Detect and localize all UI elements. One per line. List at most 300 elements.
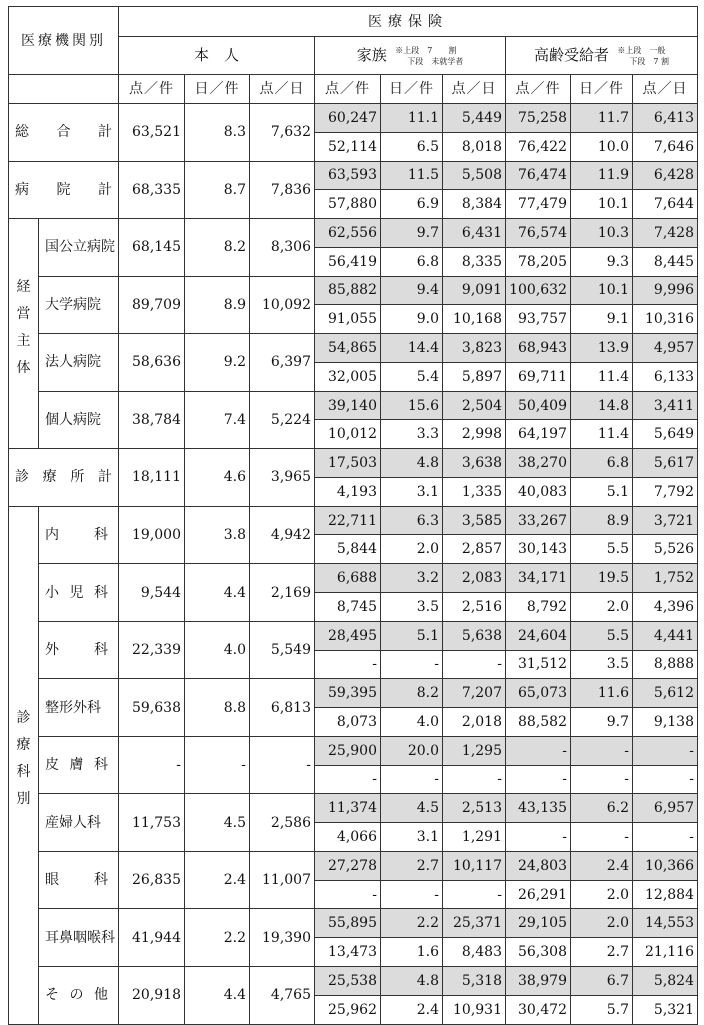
kazoku-value: 10,168 (443, 305, 506, 334)
honnin-value: 4,942 (250, 506, 315, 564)
table-row (9, 449, 698, 478)
koureisha-value: 9.7 (571, 708, 633, 737)
koureisha-value: 10.3 (571, 219, 633, 248)
koureisha-value: - (506, 823, 571, 852)
koureisha-value: 6,413 (633, 104, 698, 133)
koureisha-value: 56,308 (506, 938, 571, 967)
kazoku-value: 2,018 (443, 708, 506, 737)
label-char: 皮 (45, 757, 59, 774)
koureisha-value: 7,792 (633, 477, 698, 506)
kazoku-value: 2.4 (381, 995, 443, 1024)
koureisha-value: - (571, 736, 633, 765)
unit-header: 日／件 (381, 75, 443, 104)
group-label: 高齢受給者 (533, 45, 609, 64)
koureisha-value: 30,472 (506, 995, 571, 1024)
kazoku-value: 20.0 (381, 736, 443, 765)
kazoku-value: 4,193 (315, 477, 381, 506)
section-char: 営 (16, 305, 31, 322)
koureisha-value: 76,422 (506, 132, 571, 161)
koureisha-value: 11.7 (571, 104, 633, 133)
koureisha-value: 7,428 (633, 219, 698, 248)
koureisha-value: 5.5 (571, 535, 633, 564)
koureisha-value: - (633, 765, 698, 794)
kazoku-value: 5,897 (443, 362, 506, 391)
kazoku-value: 8,018 (443, 132, 506, 161)
label-text: 産婦人科 (45, 814, 101, 831)
kazoku-value: 5,638 (443, 621, 506, 650)
label-char: の (69, 987, 84, 1004)
kazoku-value: 1,295 (443, 736, 506, 765)
koureisha-value: 3.5 (571, 650, 633, 679)
kazoku-value: 3.5 (381, 593, 443, 622)
label-char: 他 (94, 987, 108, 1004)
kazoku-value: 1,291 (443, 823, 506, 852)
koureisha-value: 76,574 (506, 219, 571, 248)
koureisha-value: 31,512 (506, 650, 571, 679)
koureisha-value: 5.5 (571, 621, 633, 650)
kazoku-value: 2,083 (443, 564, 506, 593)
honnin-value: 41,944 (119, 909, 185, 967)
kazoku-value: 25,371 (443, 909, 506, 938)
table-row (9, 564, 698, 593)
insurance-header: 医療保険 (119, 7, 698, 37)
koureisha-value: - (571, 765, 633, 794)
koureisha-value: 2.7 (571, 938, 633, 967)
kazoku-value: 9,091 (443, 276, 506, 305)
koureisha-value: 10.1 (571, 276, 633, 305)
group-note: ※上段 一般 下段 7 割 (617, 45, 670, 66)
koureisha-value: 50,409 (506, 391, 571, 420)
honnin-value: 89,709 (119, 276, 185, 334)
unit-header: 点／件 (315, 75, 381, 104)
kazoku-value: 8,384 (443, 190, 506, 219)
group-header-honnin (119, 37, 315, 75)
kazoku-value: 6.9 (381, 190, 443, 219)
kazoku-value: 9.7 (381, 219, 443, 248)
kazoku-value: 10,012 (315, 420, 381, 449)
koureisha-value: 5,617 (633, 449, 698, 478)
kazoku-value: 2,516 (443, 593, 506, 622)
honnin-value: 18,111 (119, 449, 185, 507)
section-label-keiei (9, 219, 39, 449)
table-row (9, 161, 698, 190)
table-row (9, 679, 698, 708)
unit-header: 日／件 (571, 75, 633, 104)
table-row (9, 276, 698, 305)
label-text: 耳鼻咽喉科 (45, 929, 115, 946)
kazoku-value: 32,005 (315, 362, 381, 391)
koureisha-value: 68,943 (506, 334, 571, 363)
honnin-value: - (119, 736, 185, 794)
honnin-value: 6,813 (250, 679, 315, 737)
unit-header: 点／件 (506, 75, 571, 104)
kazoku-value: 54,865 (315, 334, 381, 363)
group-header-kazoku (315, 37, 506, 75)
kazoku-value: 56,419 (315, 247, 381, 276)
honnin-value: 4.6 (185, 449, 250, 507)
honnin-value: 59,638 (119, 679, 185, 737)
unit-header: 日／件 (185, 75, 250, 104)
kazoku-value: - (315, 765, 381, 794)
kazoku-value: 2.7 (381, 851, 443, 880)
row-label (39, 909, 119, 967)
honnin-value: - (185, 736, 250, 794)
kazoku-value: 25,538 (315, 966, 381, 995)
koureisha-value: 76,474 (506, 161, 571, 190)
kazoku-value: 25,900 (315, 736, 381, 765)
koureisha-value: 6,133 (633, 362, 698, 391)
koureisha-value: 64,197 (506, 420, 571, 449)
koureisha-value: 9.3 (571, 247, 633, 276)
honnin-value: 3.8 (185, 506, 250, 564)
honnin-value: 2.2 (185, 909, 250, 967)
unit-header: 点／日 (250, 75, 315, 104)
table-row (9, 391, 698, 420)
kazoku-value: 5,844 (315, 535, 381, 564)
label-char: 科 (94, 526, 108, 543)
honnin-value: 5,549 (250, 621, 315, 679)
kazoku-value: 63,593 (315, 161, 381, 190)
kazoku-value: 3,823 (443, 334, 506, 363)
kazoku-value: 9.4 (381, 276, 443, 305)
koureisha-value: 6,428 (633, 161, 698, 190)
row-label (39, 794, 119, 852)
honnin-value: 2.4 (185, 851, 250, 909)
kazoku-value: 10,931 (443, 995, 506, 1024)
koureisha-value: 14,553 (633, 909, 698, 938)
koureisha-value: 11.6 (571, 679, 633, 708)
koureisha-value: 88,582 (506, 708, 571, 737)
label-char: 科 (94, 757, 108, 774)
kazoku-value: 17,503 (315, 449, 381, 478)
row-label (39, 506, 119, 564)
row-label (39, 736, 119, 794)
kazoku-value: 11.1 (381, 104, 443, 133)
kazoku-value: 3.1 (381, 477, 443, 506)
kazoku-value: 15.6 (381, 391, 443, 420)
koureisha-value: 14.8 (571, 391, 633, 420)
koureisha-value: 10.0 (571, 132, 633, 161)
section-label-shinryo (9, 506, 39, 1024)
kazoku-value: 1,335 (443, 477, 506, 506)
kazoku-value: 6,431 (443, 219, 506, 248)
label-char: 科 (94, 872, 108, 889)
kazoku-value: 2,998 (443, 420, 506, 449)
koureisha-value: 29,105 (506, 909, 571, 938)
row-header-label: 医療機関別 (9, 7, 119, 75)
honnin-value: - (250, 736, 315, 794)
kazoku-value: 3.3 (381, 420, 443, 449)
koureisha-value: 4,441 (633, 621, 698, 650)
table-row (9, 966, 698, 995)
kazoku-value: 2,513 (443, 794, 506, 823)
kazoku-value: 4.0 (381, 708, 443, 737)
koureisha-value: 34,171 (506, 564, 571, 593)
koureisha-value: 5,649 (633, 420, 698, 449)
blank-header-cell (9, 75, 119, 104)
koureisha-value: 3,721 (633, 506, 698, 535)
honnin-value: 11,007 (250, 851, 315, 909)
honnin-value: 8.3 (185, 104, 250, 162)
honnin-value: 4.4 (185, 564, 250, 622)
honnin-value: 8.8 (185, 679, 250, 737)
label-char: 療 (42, 469, 57, 486)
koureisha-value: 13.9 (571, 334, 633, 363)
kazoku-value: 8,335 (443, 247, 506, 276)
honnin-value: 2,169 (250, 564, 315, 622)
koureisha-value: 7,646 (633, 132, 698, 161)
table-row (9, 736, 698, 765)
table-row (9, 104, 698, 133)
koureisha-value: 6.2 (571, 794, 633, 823)
koureisha-value: 11.4 (571, 362, 633, 391)
kazoku-value: - (443, 765, 506, 794)
label-text: 整形外科 (45, 699, 101, 716)
koureisha-value: - (571, 823, 633, 852)
honnin-value: 8.2 (185, 219, 250, 277)
honnin-value: 68,335 (119, 161, 185, 219)
kazoku-value: - (315, 880, 381, 909)
koureisha-value: 9,996 (633, 276, 698, 305)
honnin-value: 7,632 (250, 104, 315, 162)
koureisha-value: 1,752 (633, 564, 698, 593)
koureisha-value: 10,366 (633, 851, 698, 880)
kazoku-value: 3,638 (443, 449, 506, 478)
honnin-value: 9,544 (119, 564, 185, 622)
koureisha-value: 5,526 (633, 535, 698, 564)
koureisha-value: 12,884 (633, 880, 698, 909)
koureisha-value: 3,411 (633, 391, 698, 420)
koureisha-value: 78,205 (506, 247, 571, 276)
honnin-value: 2,586 (250, 794, 315, 852)
koureisha-value: 77,479 (506, 190, 571, 219)
label-char: 眼 (45, 872, 59, 889)
kazoku-value: 1.6 (381, 938, 443, 967)
section-char: 療 (16, 737, 31, 754)
honnin-value: 68,145 (119, 219, 185, 277)
kazoku-value: 4.8 (381, 966, 443, 995)
medical-cost-table (8, 6, 698, 1025)
koureisha-value: 4,957 (633, 334, 698, 363)
kazoku-value: 60,247 (315, 104, 381, 133)
kazoku-value: 62,556 (315, 219, 381, 248)
kazoku-value: 7,207 (443, 679, 506, 708)
honnin-value: 4,765 (250, 966, 315, 1024)
kazoku-value: 25,962 (315, 995, 381, 1024)
table-row (9, 506, 698, 535)
label-text: 法人病院 (45, 354, 101, 371)
honnin-value: 3,965 (250, 449, 315, 507)
label-char: 膚 (69, 757, 84, 774)
kazoku-value: - (381, 650, 443, 679)
koureisha-value: 75,258 (506, 104, 571, 133)
kazoku-value: - (315, 650, 381, 679)
koureisha-value: 43,135 (506, 794, 571, 823)
kazoku-value: 39,140 (315, 391, 381, 420)
row-label (9, 161, 119, 219)
group-label: 家族 (356, 45, 387, 64)
honnin-value: 26,835 (119, 851, 185, 909)
koureisha-value: 100,632 (506, 276, 571, 305)
koureisha-value: 24,604 (506, 621, 571, 650)
honnin-value: 8,306 (250, 219, 315, 277)
kazoku-value: 11.5 (381, 161, 443, 190)
row-label (39, 621, 119, 679)
koureisha-value: 6.7 (571, 966, 633, 995)
section-char: 経 (16, 278, 31, 295)
kazoku-value: 4.8 (381, 449, 443, 478)
honnin-value: 7,836 (250, 161, 315, 219)
kazoku-value: 27,278 (315, 851, 381, 880)
honnin-value: 8.7 (185, 161, 250, 219)
koureisha-value: 11.9 (571, 161, 633, 190)
label-char: 内 (45, 526, 59, 543)
koureisha-value: 5.1 (571, 477, 633, 506)
kazoku-value: - (381, 880, 443, 909)
kazoku-value: 28,495 (315, 621, 381, 650)
row-label (39, 564, 119, 622)
row-label (39, 276, 119, 334)
koureisha-value: 9.1 (571, 305, 633, 334)
unit-header: 点／件 (119, 75, 185, 104)
koureisha-value: 11.4 (571, 420, 633, 449)
koureisha-value: 8,888 (633, 650, 698, 679)
kazoku-value: 6.5 (381, 132, 443, 161)
kazoku-value: 5.4 (381, 362, 443, 391)
row-label (39, 966, 119, 1024)
table-row (9, 851, 698, 880)
koureisha-value: - (506, 736, 571, 765)
kazoku-value: 6.3 (381, 506, 443, 535)
kazoku-value: 2,857 (443, 535, 506, 564)
koureisha-value: 8,445 (633, 247, 698, 276)
koureisha-value: 65,073 (506, 679, 571, 708)
koureisha-value: 30,143 (506, 535, 571, 564)
koureisha-value: 5,321 (633, 995, 698, 1024)
kazoku-value: 2.0 (381, 535, 443, 564)
koureisha-value: 69,711 (506, 362, 571, 391)
koureisha-value: 8.9 (571, 506, 633, 535)
label-char: 院 (56, 181, 71, 198)
kazoku-value: 5.1 (381, 621, 443, 650)
group-header-koureisha (506, 37, 698, 75)
honnin-value: 63,521 (119, 104, 185, 162)
kazoku-value: 22,711 (315, 506, 381, 535)
koureisha-value: 26,291 (506, 880, 571, 909)
koureisha-value: 6,957 (633, 794, 698, 823)
honnin-value: 19,390 (250, 909, 315, 967)
honnin-value: 22,339 (119, 621, 185, 679)
kazoku-value: 9.0 (381, 305, 443, 334)
koureisha-value: 5.7 (571, 995, 633, 1024)
honnin-value: 5,224 (250, 391, 315, 449)
koureisha-value: 38,979 (506, 966, 571, 995)
row-label (39, 334, 119, 392)
kazoku-value: 3.1 (381, 823, 443, 852)
kazoku-value: 52,114 (315, 132, 381, 161)
kazoku-value: - (443, 650, 506, 679)
koureisha-value: 21,116 (633, 938, 698, 967)
honnin-value: 38,784 (119, 391, 185, 449)
kazoku-value: 91,055 (315, 305, 381, 334)
koureisha-value: 2.0 (571, 880, 633, 909)
koureisha-value: 10,316 (633, 305, 698, 334)
row-label (39, 679, 119, 737)
kazoku-value: 14.4 (381, 334, 443, 363)
label-char: 計 (97, 469, 112, 486)
koureisha-value: 4,396 (633, 593, 698, 622)
honnin-value: 11,753 (119, 794, 185, 852)
label-text: 大学病院 (45, 296, 101, 313)
label-char: そ (45, 987, 59, 1004)
kazoku-value: 11,374 (315, 794, 381, 823)
kazoku-value: 6.8 (381, 247, 443, 276)
koureisha-value: - (633, 736, 698, 765)
kazoku-value: 6,688 (315, 564, 381, 593)
section-char: 診 (16, 710, 31, 727)
label-char: 科 (94, 584, 108, 601)
label-text: 国公立病院 (45, 239, 115, 256)
koureisha-value: - (633, 823, 698, 852)
label-char: 所 (70, 469, 85, 486)
group-note: ※上段 7 割 下段 未就学者 (395, 45, 464, 66)
label-text: 個人病院 (45, 411, 101, 428)
koureisha-value: 33,267 (506, 506, 571, 535)
honnin-value: 19,000 (119, 506, 185, 564)
kazoku-value: 55,895 (315, 909, 381, 938)
label-char: 計 (98, 181, 112, 198)
koureisha-value: 2.0 (571, 909, 633, 938)
kazoku-value: 2.2 (381, 909, 443, 938)
label-char: 病 (15, 181, 29, 198)
koureisha-value: 5,824 (633, 966, 698, 995)
label-char: 児 (69, 584, 84, 601)
honnin-value: 6,397 (250, 334, 315, 392)
kazoku-value: 57,880 (315, 190, 381, 219)
koureisha-value: 9,138 (633, 708, 698, 737)
koureisha-value: 19.5 (571, 564, 633, 593)
label-char: 外 (45, 642, 59, 659)
unit-header: 点／日 (633, 75, 698, 104)
table-row (9, 794, 698, 823)
group-label: 本 人 (193, 46, 239, 64)
unit-header: 点／日 (443, 75, 506, 104)
honnin-value: 4.0 (185, 621, 250, 679)
label-char: 合 (56, 124, 71, 141)
kazoku-value: 8.2 (381, 679, 443, 708)
kazoku-value: - (381, 765, 443, 794)
section-char: 体 (16, 359, 31, 376)
section-char: 科 (16, 764, 31, 781)
koureisha-value: - (506, 765, 571, 794)
honnin-value: 4.5 (185, 794, 250, 852)
kazoku-value: 85,882 (315, 276, 381, 305)
table-row (9, 334, 698, 363)
kazoku-value: 3.2 (381, 564, 443, 593)
row-label (9, 449, 119, 507)
kazoku-value: 5,508 (443, 161, 506, 190)
honnin-value: 20,918 (119, 966, 185, 1024)
row-label (39, 851, 119, 909)
koureisha-value: 40,083 (506, 477, 571, 506)
honnin-value: 9.2 (185, 334, 250, 392)
koureisha-value: 8,792 (506, 593, 571, 622)
koureisha-value: 6.8 (571, 449, 633, 478)
kazoku-value: 8,745 (315, 593, 381, 622)
koureisha-value: 93,757 (506, 305, 571, 334)
koureisha-value: 24,803 (506, 851, 571, 880)
label-char: 科 (94, 642, 108, 659)
